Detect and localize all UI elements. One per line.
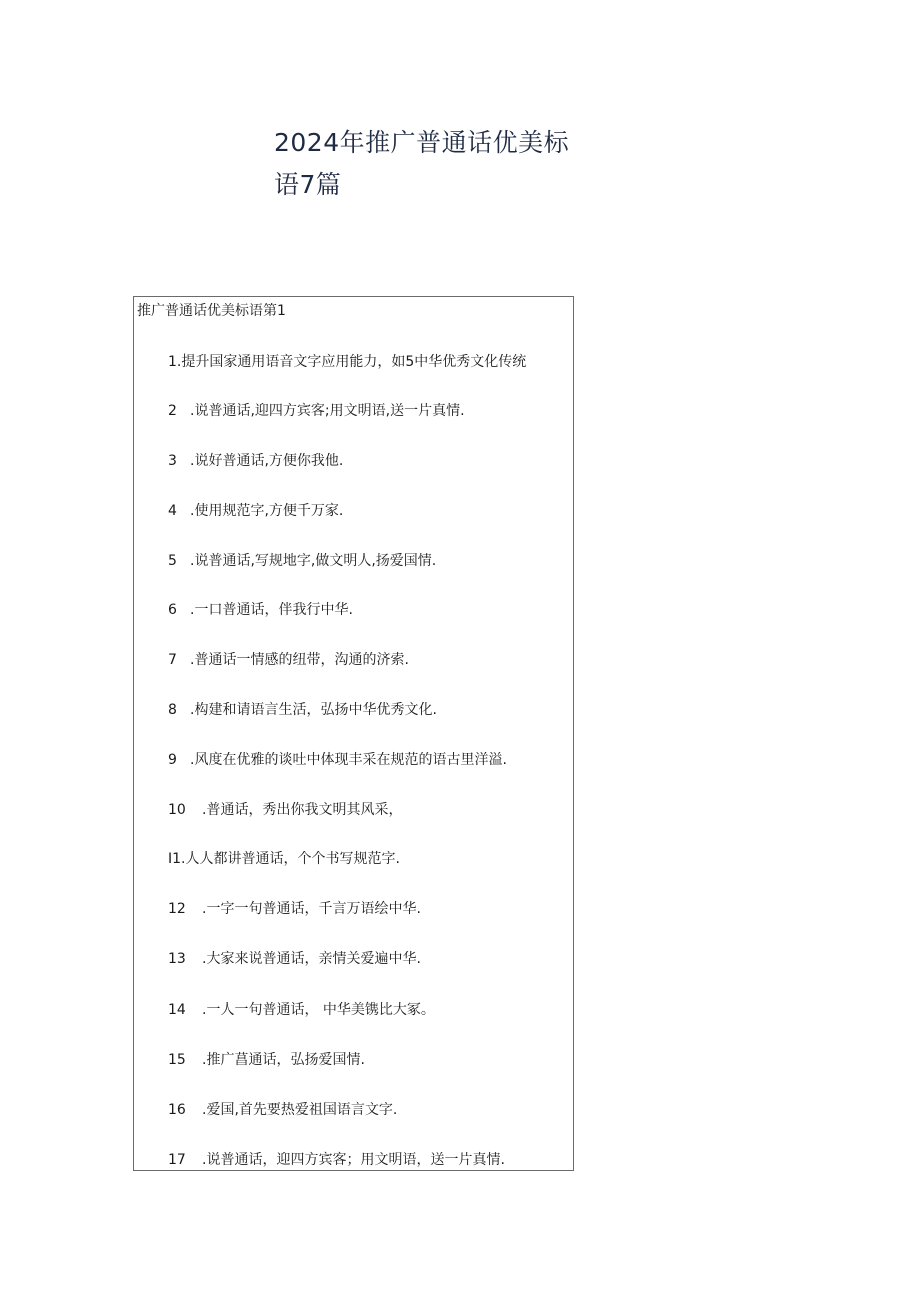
item-text: .说普通话,写规地字,做文明人,扬爱国情. (190, 553, 437, 569)
item-text: .普通话，秀出你我文明其风采， (202, 802, 403, 818)
item-number: 5 (168, 553, 177, 569)
item-text: .说好普通话,方便你我他. (190, 453, 344, 469)
list-item (168, 800, 402, 820)
list-item (168, 501, 343, 521)
item-text: .一口普通话，伴我行中华. (190, 602, 353, 618)
list-item (168, 700, 437, 720)
item-text: .人人都讲普通话，个个书写规范字. (181, 851, 400, 867)
list-item (168, 551, 436, 571)
item-text: .推广菖通话，弘扬爱国情. (202, 1052, 365, 1068)
list-item (168, 750, 507, 770)
item-number: 8 (168, 702, 177, 718)
list-item (168, 849, 400, 869)
item-text: .大家来说普通话，亲情关爱遍中华. (202, 951, 421, 967)
item-text: .风度在优雅的谈吐中体现丰采在规范的语古里洋溢. (190, 752, 507, 768)
section-heading: 推广普通话优美标语第1 (137, 303, 286, 319)
list-item (168, 1100, 397, 1120)
item-text: .一字一句普通话，千言万语绘中华. (202, 901, 421, 917)
list-item (168, 600, 353, 620)
item-number: 1 (168, 354, 177, 370)
item-number: 2 (168, 403, 177, 419)
item-number: 7 (168, 652, 177, 668)
item-number: 16 (168, 1102, 186, 1118)
item-number: 13 (168, 951, 186, 967)
item-text: .说普通话，迎四方宾客；用文明语，送一片真情. (202, 1152, 505, 1168)
list-item (168, 401, 465, 421)
item-number: 12 (168, 901, 186, 917)
item-number: 15 (168, 1052, 186, 1068)
item-text: .提升国家通用语音文字应用能力，如5中华优秀文化传统 (176, 354, 527, 370)
item-number: I1 (168, 851, 182, 867)
list-item (168, 1050, 365, 1070)
list-item (168, 1000, 435, 1020)
list-item (168, 949, 421, 969)
item-number: 6 (168, 602, 177, 618)
item-text: .普通话一情感的纽带，沟通的济索. (190, 652, 409, 668)
item-number: 14 (168, 1002, 186, 1018)
slogan-list-box (133, 296, 574, 1171)
item-text: .构建和请语言生活，弘扬中华优秀文化. (190, 702, 437, 718)
list-item (168, 899, 421, 919)
item-number: 9 (168, 752, 177, 768)
item-number: 10 (168, 802, 186, 818)
document-title (274, 122, 574, 206)
title-line-1: 2024年推广普通话优美标 (274, 128, 570, 157)
item-text: .说普通话,迎四方宾客;用文明语,送一片真情. (190, 403, 465, 419)
list-item (168, 352, 526, 372)
item-number: 3 (168, 453, 177, 469)
title-line-2: 语7篇 (274, 170, 342, 199)
list-item (168, 1150, 505, 1170)
item-number: 4 (168, 503, 177, 519)
item-text: .使用规范字,方便千万家. (190, 503, 344, 519)
list-item (168, 650, 409, 670)
list-item (168, 451, 343, 471)
item-text: .一人一句普通话， 中华美镌比大冢。 (202, 1002, 435, 1018)
item-text: .爱国,首先要热爱祖国语言文字. (202, 1102, 398, 1118)
item-number: 17 (168, 1152, 186, 1168)
